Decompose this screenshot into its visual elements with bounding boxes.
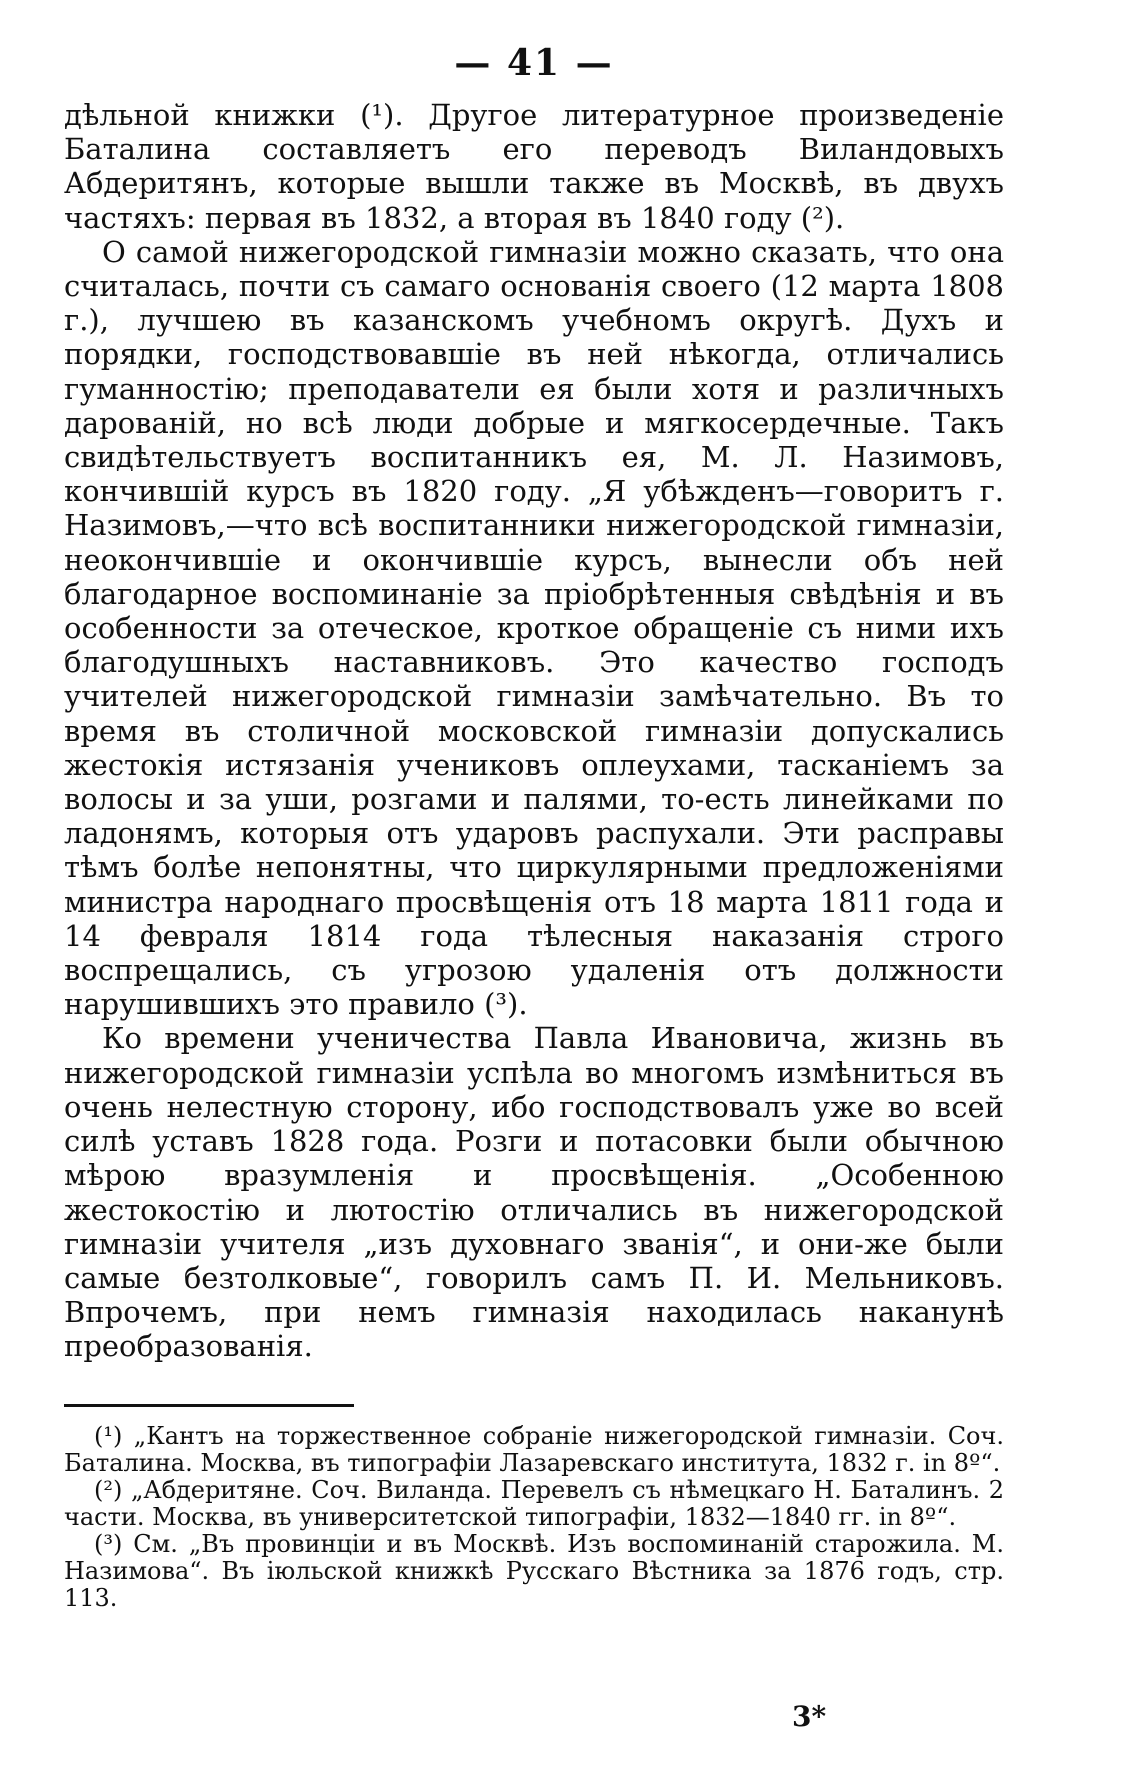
footnote: (³) См. „Въ провинціи и въ Москвѣ. Изъ воспоминаній старожила. М. Назимова“. Въ іюльской книжкѣ Русскаго Вѣстника за 1876 годъ, стр. 113. [64, 1529, 1004, 1612]
footnote-divider [64, 1404, 354, 1407]
page-number: — 41 — [454, 42, 614, 84]
paragraph: О самой нижегородской гимназіи можно сказать, что она считалась, почти съ самаго основанія своего (12 марта 1808 г.), лучшею въ казанскомъ учебномъ округѣ. Духъ и порядки, господствовавшіе въ ней нѣкогда, отличались гуманностію; преподаватели ея были хотя и различныхъ дарованій, но всѣ люди добрые и мягкосердечные. Такъ свидѣтельствуетъ воспитанникъ ея, М. Л. Назимовъ, кончившій курсъ въ 1820 году. „Я убѣжденъ—говоритъ г. Назимовъ,—что всѣ воспитанники нижегородской гимназіи, неокончившіе и окончившіе курсъ, вынесли объ ней благодарное воспоминаніе за пріобрѣтенныя свѣдѣнія и въ особенности за отеческое, кроткое обращеніе съ ними ихъ благодушныхъ наставниковъ. Это качество господъ учителей нижегородской гимназіи замѣчательно. Въ то время въ столичной московской гимназіи допускались жестокія истязанія учениковъ оплеухами, тасканіемъ за волосы и за уши, розгами и палями, то-есть линейками по ладонямъ, которыя отъ ударовъ распухали. Эти расправы тѣмъ болѣе непонятны, что циркулярными предложеніями министра народнаго просвѣщенія отъ 18 марта 1811 года и 14 февраля 1814 года тѣлесныя наказанія строго воспрещались, съ угрозою удаленія отъ должности нарушившихъ это правило (³). [64, 234, 1004, 1022]
footnote: (¹) „Кантъ на торжественное собраніе нижегородской гимназіи. Соч. Баталина. Москва, въ типографіи Лазаревскаго института, 1832 г. in 8º“. [64, 1421, 1004, 1477]
signature-mark: 3* [792, 1700, 827, 1733]
paragraph: Ко времени ученичества Павла Ивановича, жизнь въ нижегородской гимназіи успѣла во многомъ измѣниться въ очень нелестную сторону, ибо господствовалъ уже во всей силѣ уставъ 1828 года. Розги и потасовки были обычною мѣрою вразумленія и просвѣщенія. „Особенною жестокостію и лютостію отличались въ нижегородской гимназіи учителя „изъ духовнаго званія“, и они-же были самые безтолковые“, говорилъ самъ П. И. Мельниковъ. Впрочемъ, при немъ гимназія находилась наканунѣ преобразованія. [64, 1021, 1004, 1364]
main-text [64, 98, 1004, 1364]
footnotes [64, 1423, 1004, 1612]
footnote: (²) „Абдеритяне. Соч. Виланда. Перевелъ съ нѣмецкаго Н. Баталинъ. 2 части. Москва, въ университетской типографіи, 1832—1840 гг. in 8º“. [64, 1475, 1004, 1531]
book-page [64, 40, 1004, 1612]
paragraph: дѣльной книжки (¹). Другое литературное произведеніе Баталина составляетъ его переводъ Виландовыхъ Абдеритянъ, которые вышли также въ Москвѣ, въ двухъ частяхъ: первая въ 1832, а вторая въ 1840 году (²). [64, 98, 1004, 235]
